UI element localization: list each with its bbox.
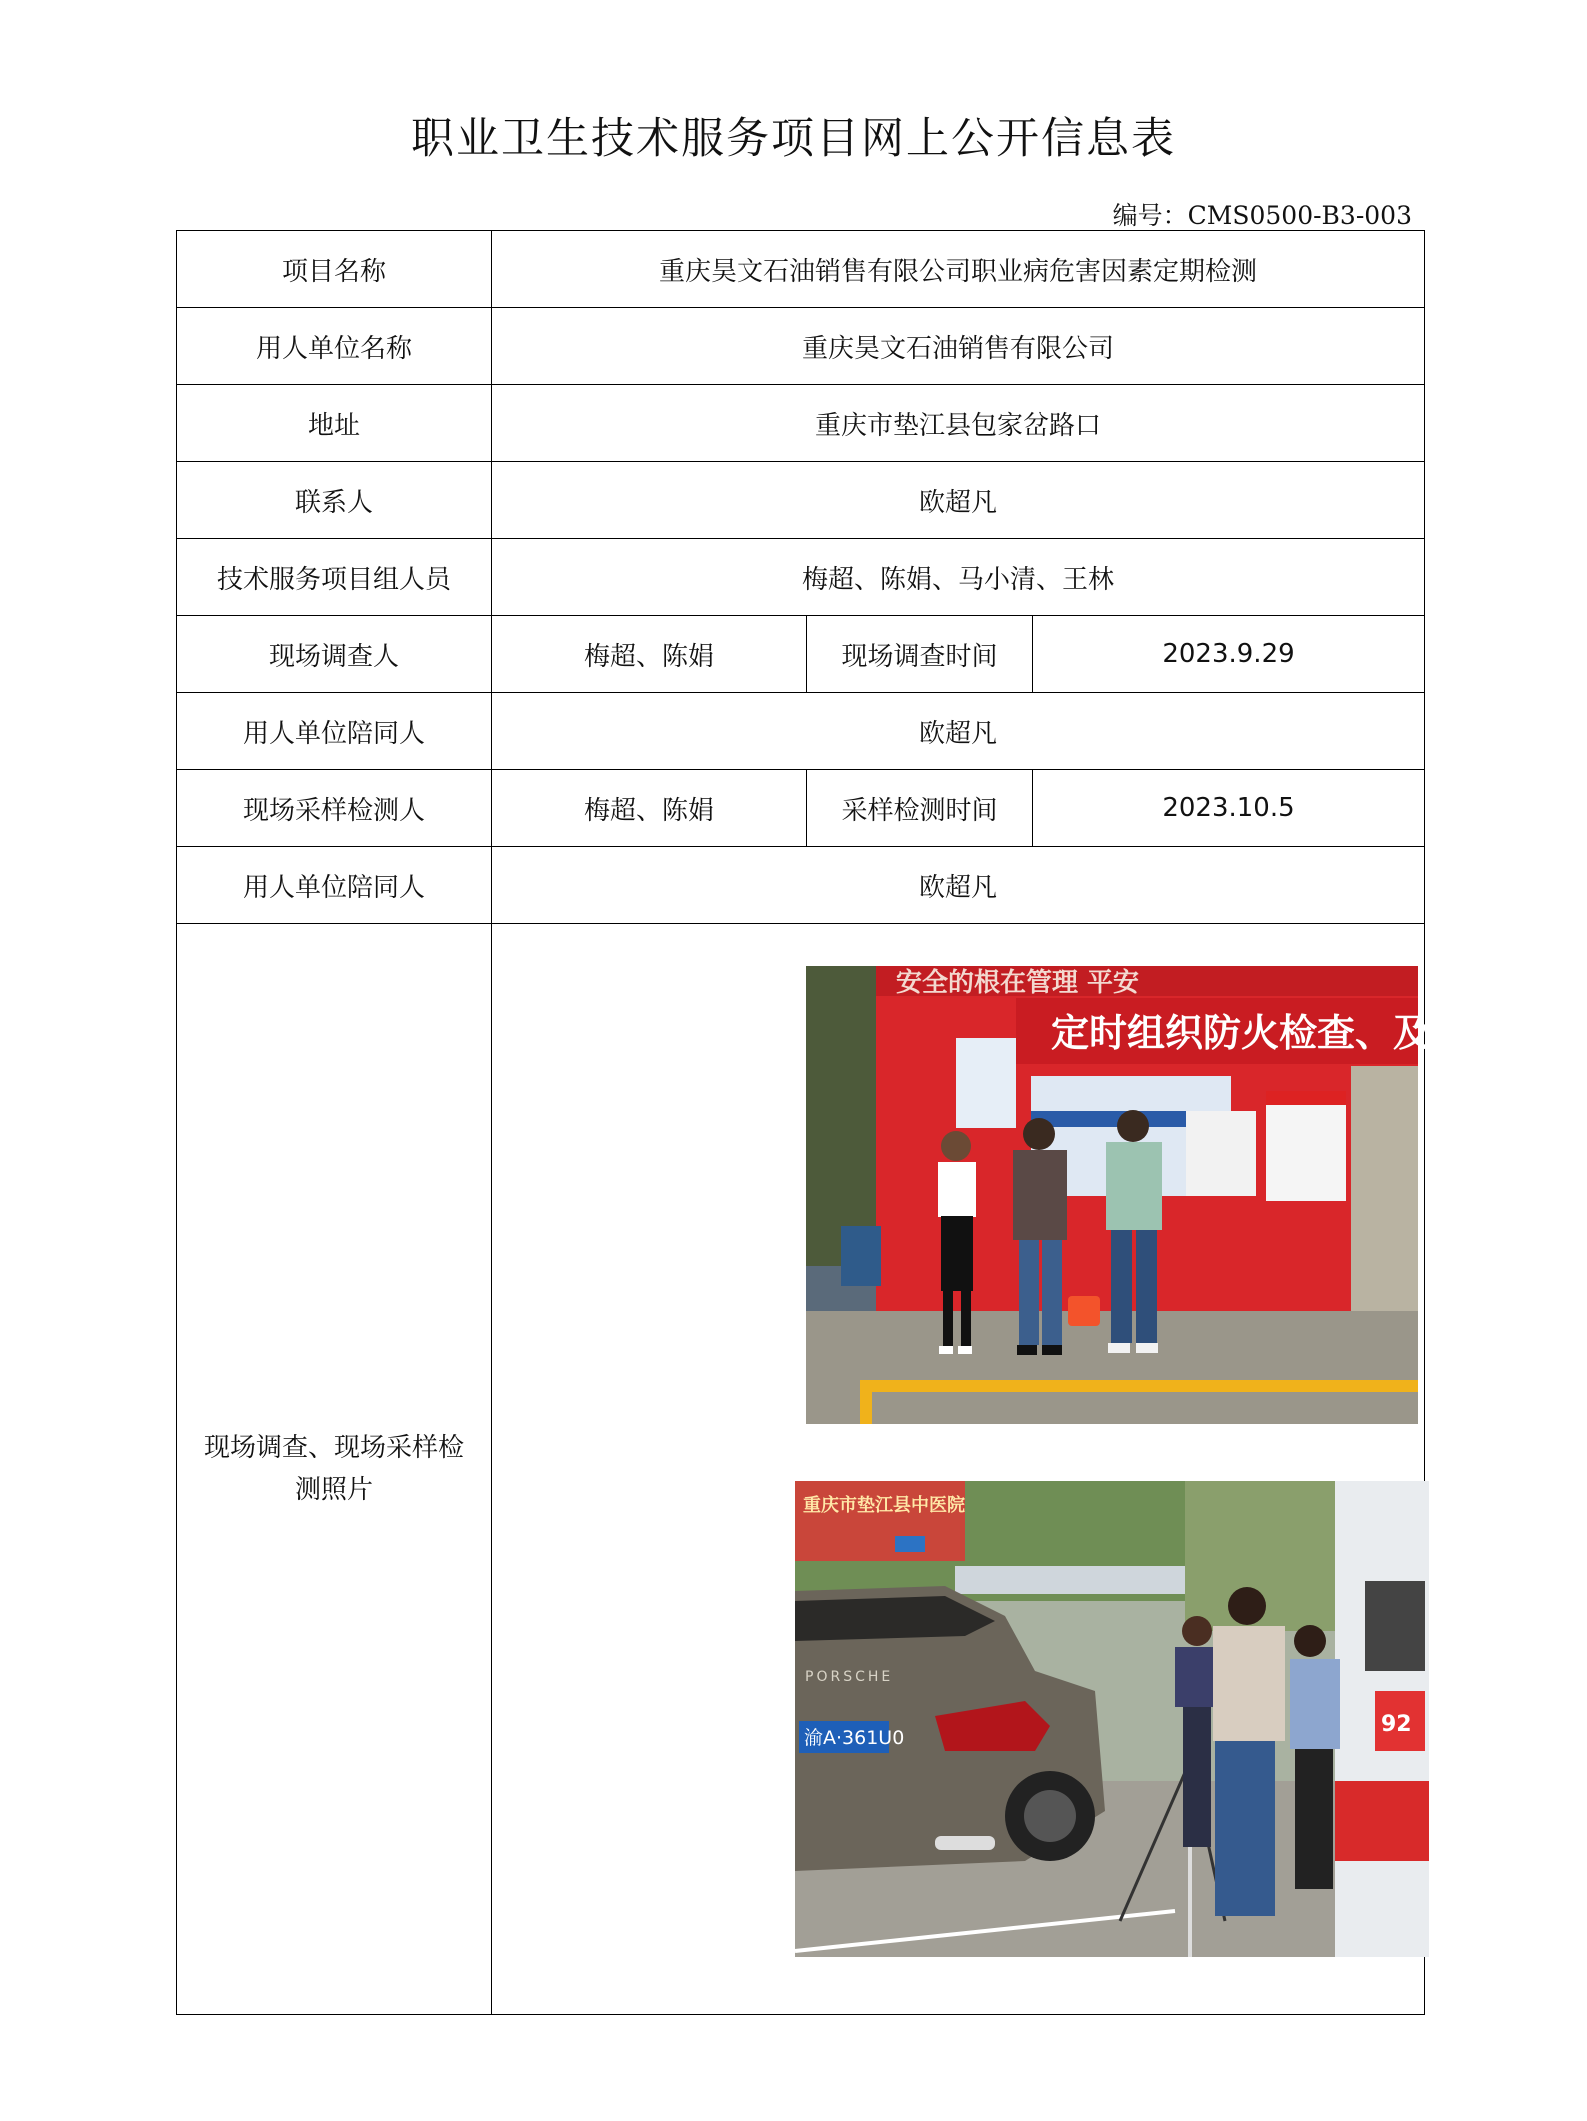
label-employer-name: 用人单位名称 bbox=[177, 308, 492, 385]
row-employer-name bbox=[177, 308, 1425, 385]
fuel-grade-text: 92 bbox=[1381, 1712, 1412, 1737]
label-sampling-person: 现场采样检测人 bbox=[177, 770, 492, 847]
value-project-name: 重庆昊文石油销售有限公司职业病危害因素定期检测 bbox=[492, 231, 1425, 308]
label-photos-line1: 现场调查、现场采样检 bbox=[203, 1433, 464, 1463]
label-project-name: 项目名称 bbox=[177, 231, 492, 308]
value-sampling-time: 2023.10.5 bbox=[1033, 770, 1425, 847]
label-survey-time: 现场调查时间 bbox=[807, 616, 1033, 693]
row-companion-1 bbox=[177, 693, 1425, 770]
label-photos-line2: 测照片 bbox=[294, 1475, 373, 1505]
value-companion-1: 欧超凡 bbox=[492, 693, 1425, 770]
label-photos bbox=[177, 924, 492, 2015]
banner-main-text: 定时组织防火检查、及时 bbox=[1051, 1011, 1470, 1055]
car-brand-text: PORSCHE bbox=[805, 1669, 894, 1685]
site-survey-photo-drawing bbox=[806, 966, 1470, 1424]
sampling-photo-drawing bbox=[795, 1481, 1429, 1957]
value-employer-name: 重庆昊文石油销售有限公司 bbox=[492, 308, 1425, 385]
photos-cell bbox=[492, 924, 1470, 2015]
value-contact: 欧超凡 bbox=[492, 462, 1425, 539]
row-address bbox=[177, 385, 1425, 462]
photo2-sign-text: 重庆市垫江县中医院 bbox=[803, 1495, 965, 1516]
page-title: 职业卫生技术服务项目网上公开信息表 bbox=[411, 114, 1176, 164]
label-companion-1: 用人单位陪同人 bbox=[177, 693, 492, 770]
value-survey-person: 梅超、陈娟 bbox=[492, 616, 807, 693]
row-sampling bbox=[177, 770, 1425, 847]
value-team: 梅超、陈娟、马小清、王林 bbox=[492, 539, 1425, 616]
row-contact bbox=[177, 462, 1425, 539]
label-companion-2: 用人单位陪同人 bbox=[177, 847, 492, 924]
value-address: 重庆市垫江县包家岔路口 bbox=[492, 385, 1425, 462]
row-survey bbox=[177, 616, 1425, 693]
banner-top-text: 安全的根在管理 平安 bbox=[896, 968, 1140, 998]
row-project-name bbox=[177, 231, 1425, 308]
row-companion-2 bbox=[177, 847, 1425, 924]
info-table bbox=[176, 230, 1470, 2015]
row-team bbox=[177, 539, 1425, 616]
label-contact: 联系人 bbox=[177, 462, 492, 539]
label-survey-person: 现场调查人 bbox=[177, 616, 492, 693]
site-survey-photo bbox=[806, 966, 1470, 1424]
label-team: 技术服务项目组人员 bbox=[177, 539, 492, 616]
value-companion-2: 欧超凡 bbox=[492, 847, 1425, 924]
label-sampling-time: 采样检测时间 bbox=[807, 770, 1033, 847]
value-sampling-person: 梅超、陈娟 bbox=[492, 770, 807, 847]
row-photos bbox=[177, 924, 1425, 2015]
document-number: 编号：CMS0500-B3-003 bbox=[1112, 201, 1412, 230]
sampling-photo bbox=[795, 1481, 1429, 1957]
license-plate-text: 渝A·361U0 bbox=[804, 1727, 905, 1749]
value-survey-time: 2023.9.29 bbox=[1033, 616, 1425, 693]
label-address: 地址 bbox=[177, 385, 492, 462]
